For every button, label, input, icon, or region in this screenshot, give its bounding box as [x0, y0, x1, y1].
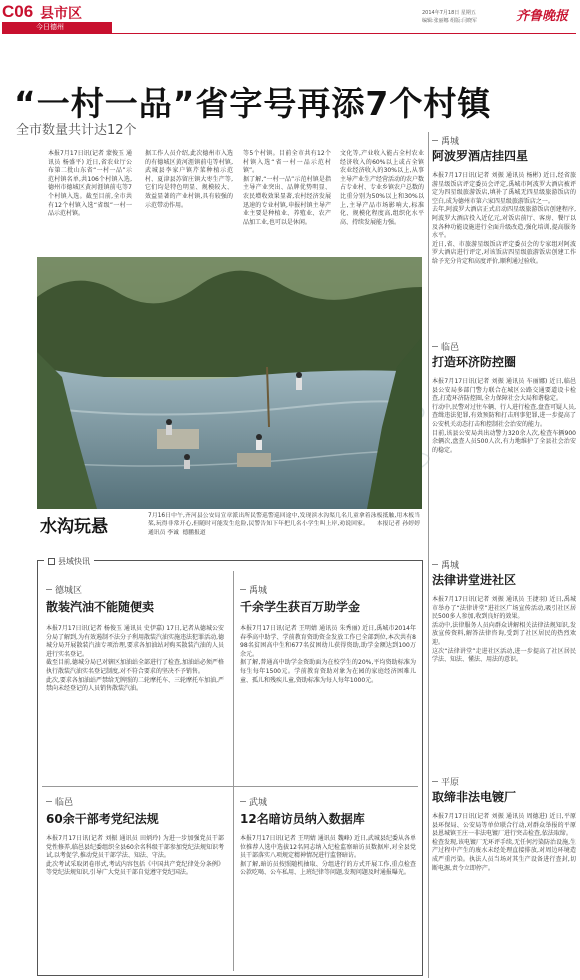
county-item-3	[46, 791, 226, 971]
photo-title: 水沟玩悬	[40, 517, 108, 537]
masthead-rule	[2, 33, 576, 34]
item-city: 禹城	[432, 134, 459, 147]
lead-col-1: 本报7月17日讯(记者 蒙俊玉 通讯员 杨盛平) 近日,省农业厅公布第二批山东省“一村一品”示范村镇名单,共106个村镇入选,德州市德城区黄河涯镇前屯等7个村镇入选。截至目前,全市共有12个村镇入选“省级”一村一品示范村镇。	[48, 150, 132, 218]
item-title: 60余干部考党纪法规	[46, 812, 159, 826]
item-title: 散装汽油不能随便卖	[46, 600, 155, 614]
brand-logo: 齐鲁晚报	[516, 9, 569, 24]
lead-headline: “一村一品”省字号再添7个村镇	[14, 84, 492, 123]
item-title: 取缔非法电镀厂	[432, 790, 517, 804]
lead-subhead: 全市数量共计达12个	[16, 123, 137, 138]
county-item-4	[240, 791, 418, 971]
lead-col-2: 据工作人员介绍,此次德州市入选的有德城区黄河涯镇前屯等村镇,武城县李家户镇芹菜种植示范村、夏津县苏留庄镇大枣生产等,它们均是特色明显、规模较大、效益显著的产业村镇,具有较强的示范带动作用。	[145, 150, 233, 209]
item-title: 千余学生获百万助学金	[240, 600, 361, 614]
county-box	[37, 557, 423, 976]
county-box-vdivider	[233, 571, 234, 971]
item-body: 本报7月17日讯(记者 刘振 通讯员 王捷羽) 近日,禹城市举办了“法律讲堂”进社区广场宣传活动,吸引社区居民500多人参加,收到良好的效果。 活动中,法律服务人员向群众讲解相关法律法规知识,发放宣传资料,解答法律咨询,受到了社区居民的热烈欢迎。 这次“法律讲堂”走进社区活动,进一步提高了社区居民学法、知法、懂法、用法的意识。	[432, 596, 576, 664]
item-body: 本报7月17日讯(记者 刘振 通讯员 周德进) 近日,平原县环保局、公安局等单位联合行动,对群众举报的平原县恩城镇王庄一非法电镀厂进行突击检查,依法取缔。 检查发现,该电镀厂无环评手续,无任何污染防治设施,生产过程中产生的废水未经处理直接排放,对周边环境造成严重污染。执法人员当场对其生产设备进行查封,切断电源,责令立即停产。	[432, 813, 576, 872]
item-city: 禹城	[432, 558, 459, 571]
county-box-label: 县域快讯	[58, 557, 90, 566]
lead-col-3: 等5个村镇。目前全市共有12个村镇入选“省一村一品示范村镇”。 据了解,“一村一品”示范村镇是指主导产业突出、品牌优势明显、农民增收效果显著,农村经济发展迅速的专业村镇,申报村镇主导产业主要是种植业、养殖业、农产品加工业,也可以是休闲。	[243, 150, 331, 226]
item-body: 本报7月17日讯(记者 刘振 通讯员 杨彬) 近日,经省旅游星级饭店评定委员会评定,禹城市阿波罗大酒店被评定为四星级旅游饭店,填补了禹城无四星级旅游饭店的空白,成为德州市第六家四星级旅游饭店之一。 去年,阿波罗大酒店正式启动四星级旅游饭店创建程序,阿波罗大酒店投入近亿元,对饭店前厅、客房、餐厅以及各种功能设施进行全面升级改造,强化培训,提高服务水平。 近日,省、市旅游星级饭店评定委员会的专家组对阿波罗大酒店进行评定,对该饭店四星级旅游饭店创建工作给予充分肯定和高度评价,顺利通过验收。	[432, 172, 576, 265]
item-city: 德城区	[46, 583, 82, 596]
item-body: 本报7月17日讯(记者 刘振 通讯员 田炳玲) 为进一步加强党员干部党性修养,临邑县纪委组织全县60余名科级干部参加党纪法规知识考试,以考促学,推动党员干部学法、知法、守法。 此次考试采取闭卷形式,考试内容包括《中国共产党纪律处分条例》等党纪法规知识,引导广大党员干部自觉遵守党纪国法。	[46, 835, 224, 877]
item-body: 本报7月17日讯(记者 王明婧 通讯员 魏峰) 近日,武城县纪委从各单位推荐人选中选拔12名同志纳入纪检监察暗访员数据库,对全县党员干部落实八项规定精神情况进行监督暗访。 据了解,暗访员按照随机抽取、分组进行的方式开展工作,重点检查公款吃喝、公车私用、上班纪律等问题,发现问题及时通报曝光。	[240, 835, 416, 877]
county-item-1	[46, 575, 226, 783]
item-title: 阿波罗酒店挂四星	[432, 149, 529, 163]
photo-scene	[37, 257, 422, 509]
item-title: 打造环济防控圈	[432, 355, 517, 369]
item-city: 临邑	[432, 340, 459, 353]
subsection-name: 今日德州	[36, 23, 64, 31]
item-title: 12名暗访员纳入数据库	[240, 812, 365, 826]
item-city: 临邑	[46, 795, 73, 808]
right-item-2	[432, 340, 578, 555]
item-body: 本报7月17日讯(记者 刘振 通讯员 车丽娜) 近日,临邑县公安局多部门警力联合在城区公路交通要道设卡检查,打造环济防控圈,全力保障社会大局和谐稳定。 行动中,民警对过往车辆、行人进行检查,盘查可疑人员,查缉违法犯罪,有效预防和打击刑事犯罪,进一步提高了公安机关动态打击和控制社会治安的能力。 目前,该县公安局共出动警力320余人次,检查车辆900余辆次,盘查人员500人次,有力地维护了全县社会治安的稳定。	[432, 378, 576, 454]
item-city: 平原	[432, 775, 459, 788]
section-name: 县市区	[40, 6, 82, 22]
item-body: 本报7月17日讯(记者 王明婧 通讯员 朱秀丽) 近日,禹城市2014年春季高中助学、学前教育资助资金发放工作已全部到位,本次共有898名贫困高中生和677名贫困幼儿获得资助,助学金额达到100万余元。 据了解,普通高中助学金资助面为在校学生的20%,平均资助标准为每生每年1500元。学前教育资助对象为在园的家庭经济困难儿童、孤儿和残疾儿童,资助标准为每人每年1000元。	[240, 625, 416, 684]
county-item-2	[240, 575, 418, 783]
lead-col-4: 文化等,产业收入能占全村农业经济收入的60%以上或占全镇农业经济收入的30%以上,从事主导产业生产经营活动的农户数占专业村、专业乡镇农户总数的比重分别为50%以上和30%以上,主导产品市场影响大,标准化、规模化程度高,组织化水平高、持续发展能力强。	[340, 150, 425, 226]
item-city: 禹城	[240, 583, 267, 596]
masthead	[0, 0, 580, 34]
subsection-bar	[2, 22, 112, 33]
right-item-3	[432, 558, 578, 768]
news-photo	[37, 257, 422, 509]
column-divider	[428, 132, 429, 978]
editors-line: 编辑:张丽娜 组版:闫晓军	[422, 18, 477, 24]
county-box-tab	[44, 556, 94, 567]
page-code: C06	[2, 2, 34, 21]
item-body: 本报7月17日讯(记者 杨俊玉 通讯员 史伊嘉) 17日,记者从德城公安分局了解到,为有效遏制不法分子利用散装汽油实施违法犯罪活动,德城分局开展散装汽油专项治理,要求各加油站对购买散装汽油的人员进行实名登记。 截至目前,德城分局已对辖区加油站全部进行了检查,加油站必须严格执行散装汽油实名登记制度,对不符合要求的坚决不予销售。 此次,要求各加油站严禁给无牌照的二轮摩托车、三轮摩托车加油,严禁向未经登记的人员销售散装汽油。	[46, 625, 224, 693]
right-item-1	[432, 134, 578, 339]
right-item-4	[432, 775, 578, 978]
item-city: 武城	[240, 795, 267, 808]
county-box-hdivider	[42, 786, 418, 787]
photo-caption: 7月16日中午,齐河县公安局宣章派出所民警巡警巡回途中,发现滨水沟渠几名儿童拿着泳板抵触,用木板当桨,玩得非常开心,但随时可能发生危险,民警告知下年把几名小学生叫上岸,劝说回家。 本报记者 孙婷婷 通讯员 李诚 德鹏报道	[148, 513, 424, 536]
item-title: 法律讲堂进社区	[432, 573, 517, 587]
date-line: 2014年7月18日 星期五	[422, 10, 476, 16]
box-icon	[48, 558, 55, 565]
